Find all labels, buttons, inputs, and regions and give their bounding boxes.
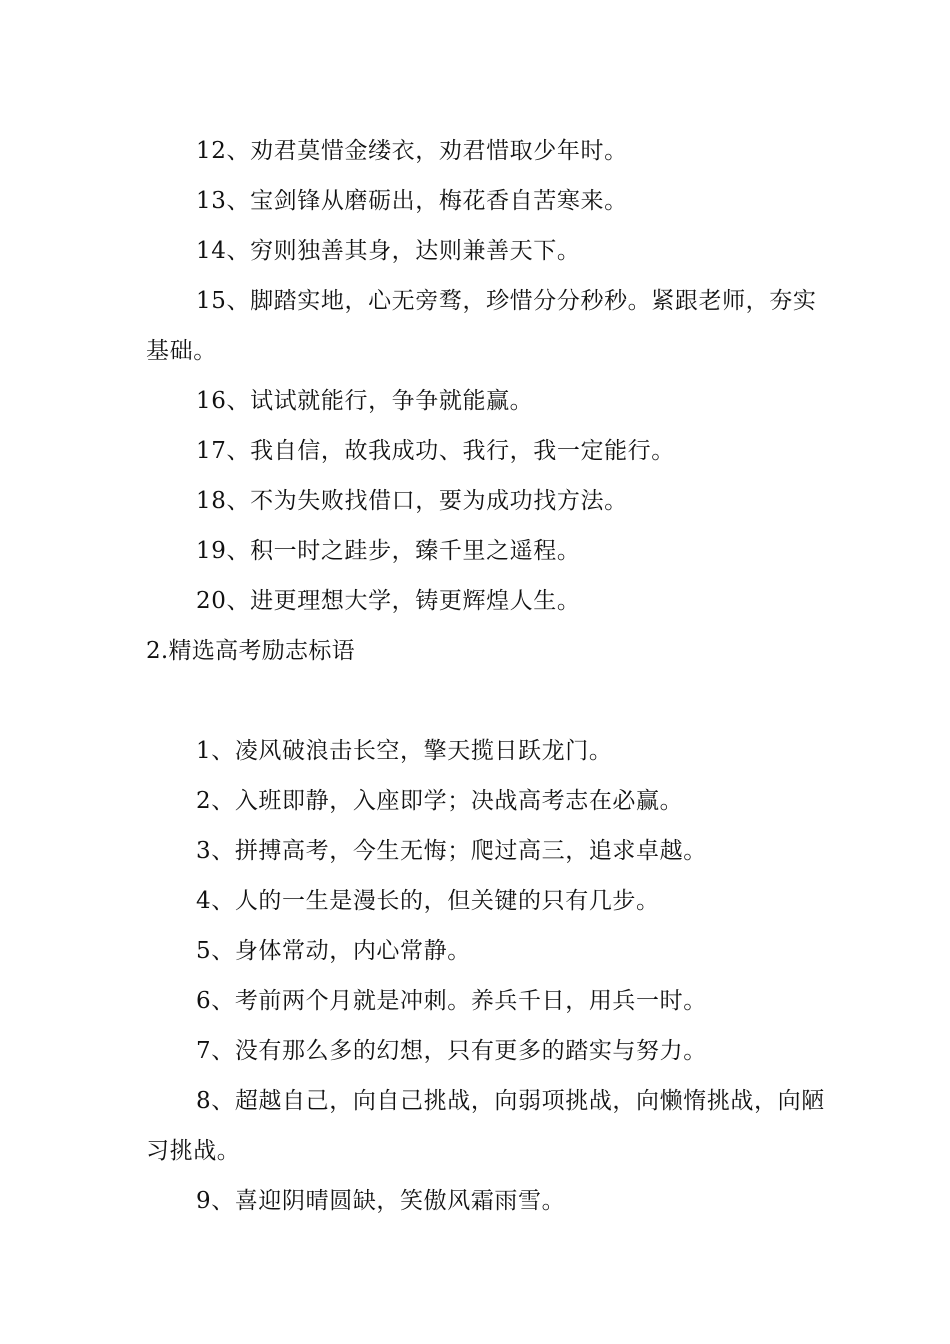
list-item: 18、不为失败找借口，要为成功找方法。 [196,488,628,514]
list-item: 15、脚踏实地，心无旁骛，珍惜分分秒秒。紧跟老师，夯实基础。 [146,288,817,364]
list-item: 4、人的一生是漫长的，但关键的只有几步。 [196,888,660,914]
blank-line [146,676,836,726]
list-item: 13、宝剑锋从磨砺出，梅花香自苦寒来。 [196,188,628,214]
list-item: 12、劝君莫惜金缕衣，劝君惜取少年时。 [196,138,628,164]
list-item: 6、考前两个月就是冲刺。养兵千日，用兵一时。 [196,988,707,1014]
list-item: 14、穷则独善其身，达则兼善天下。 [196,238,581,264]
list-item: 5、身体常动，内心常静。 [196,938,471,964]
section-heading: 2.精选高考励志标语 [146,638,355,664]
list-item: 9、喜迎阴晴圆缺，笑傲风霜雨雪。 [196,1188,566,1214]
list-item: 20、进更理想大学，铸更辉煌人生。 [196,588,581,614]
document-body [146,126,836,1226]
list-item: 16、试试就能行，争争就能赢。 [196,388,534,414]
list-item: 7、没有那么多的幻想，只有更多的踏实与努力。 [196,1038,707,1064]
list-item: 19、积一时之跬步，臻千里之遥程。 [196,538,581,564]
list-item: 17、我自信，故我成功、我行，我一定能行。 [196,438,675,464]
list-item: 1、凌风破浪击长空，擎天揽日跃龙门。 [196,738,613,764]
list-item: 2、入班即静，入座即学；决战高考志在必赢。 [196,788,684,814]
list-item: 8、超越自己，向自己挑战，向弱项挑战，向懒惰挑战，向陋习挑战。 [146,1088,825,1164]
list-item: 3、拼搏高考，今生无悔；爬过高三，追求卓越。 [196,838,707,864]
